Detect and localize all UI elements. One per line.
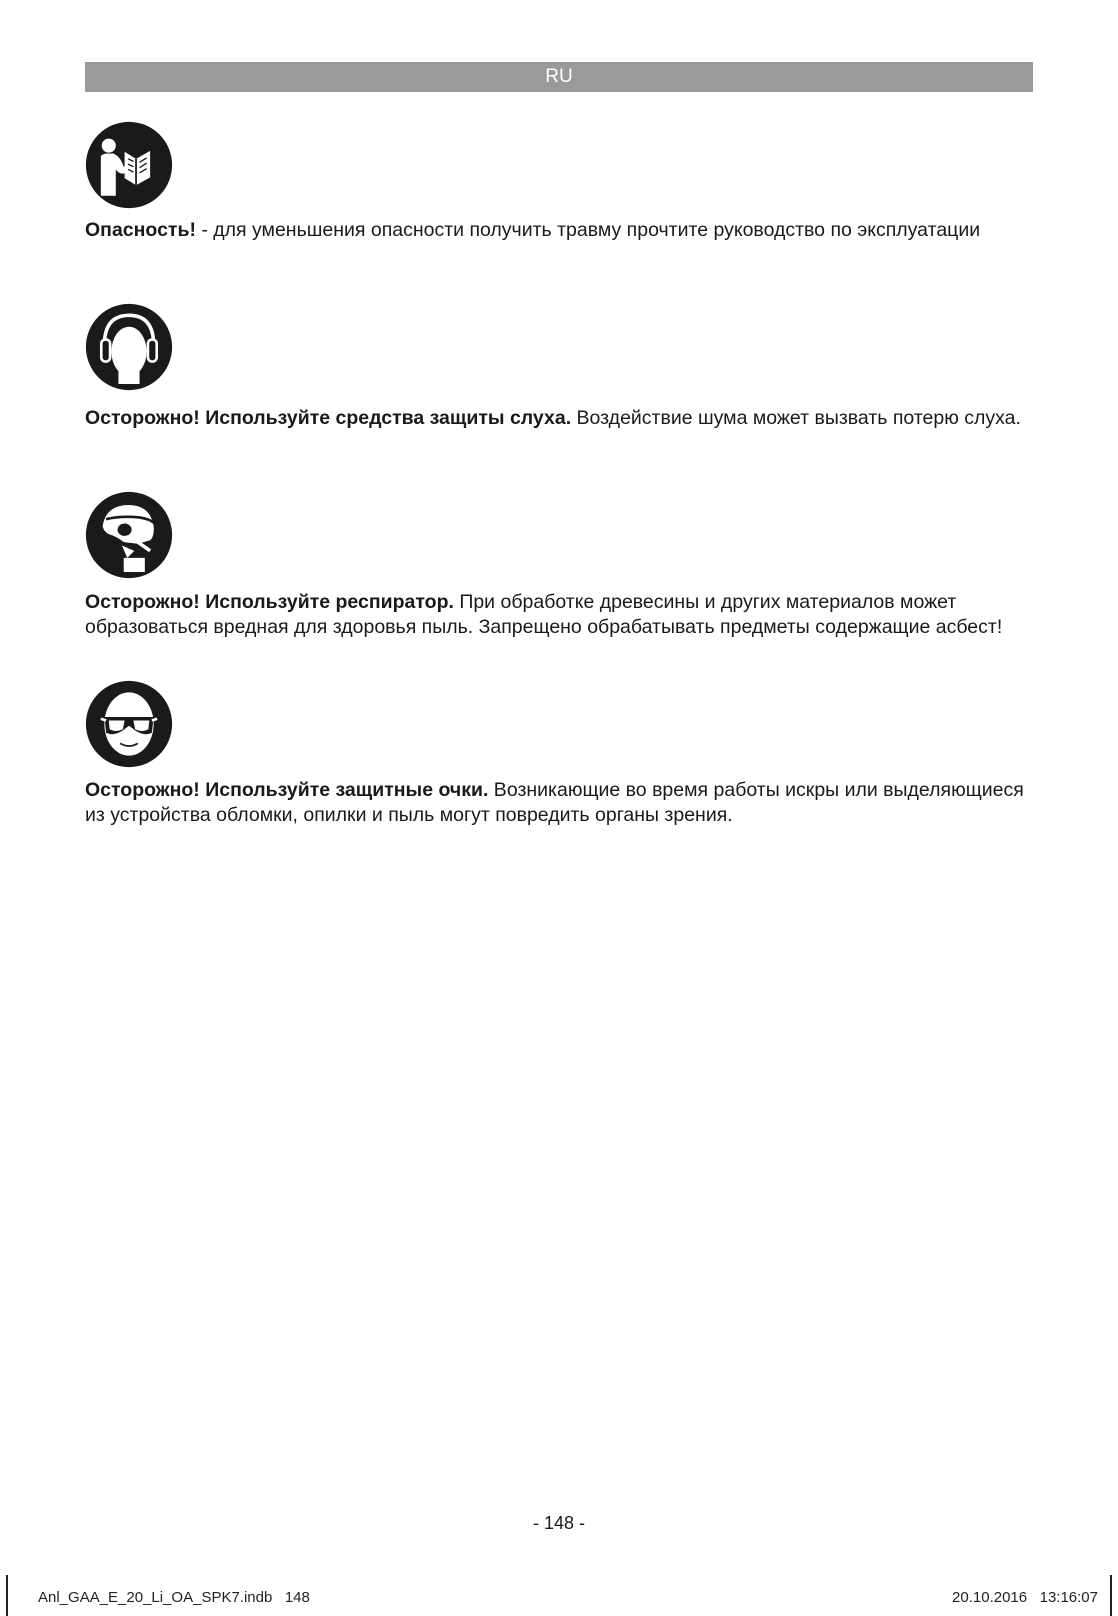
warning-text: - для уменьшения опасности получить травму прочтите руководство по эксплуатации: [195, 219, 981, 241]
safety-goggles-warning: [85, 778, 1045, 828]
language-header-bar: [85, 62, 1033, 92]
language-label: RU: [545, 66, 573, 87]
crop-mark-right: [1110, 1575, 1112, 1616]
read-manual-icon: [85, 121, 173, 209]
hearing-protection-warning: [85, 405, 1045, 432]
footer-file-info: Anl_GAA_E_20_Li_OA_SPK7.indb 148: [38, 1589, 310, 1606]
respirator-warning: [85, 590, 1045, 640]
hearing-protection-icon: [85, 303, 173, 391]
warning-title: Осторожно! Используйте респиратор.: [85, 591, 454, 613]
read-manual-warning: [85, 218, 1045, 243]
warning-text: При обработке древесины и других материалов может образоваться вредная для здоровья пыль. Запрещено обрабатывать предметы содержащие асбест!: [85, 591, 1003, 638]
warning-title: Осторожно! Используйте средства защиты слуха.: [85, 407, 572, 429]
warning-text: Воздействие шума может вызвать потерю слуха.: [571, 407, 1021, 429]
warning-text: Возникающие во время работы искры или выделяющиеся из устройства обломки, опилки и пыль могут повредить органы зрения.: [85, 779, 1024, 826]
safety-goggles-icon: [85, 680, 173, 768]
warning-title: Опасность!: [85, 219, 196, 241]
page-number: - 148 -: [532, 1513, 586, 1533]
footer-timestamp: 20.10.2016 13:16:07: [952, 1589, 1098, 1606]
warning-title: Осторожно! Используйте защитные очки.: [85, 779, 489, 801]
respirator-icon: [85, 491, 173, 579]
crop-mark-left: [6, 1575, 8, 1616]
